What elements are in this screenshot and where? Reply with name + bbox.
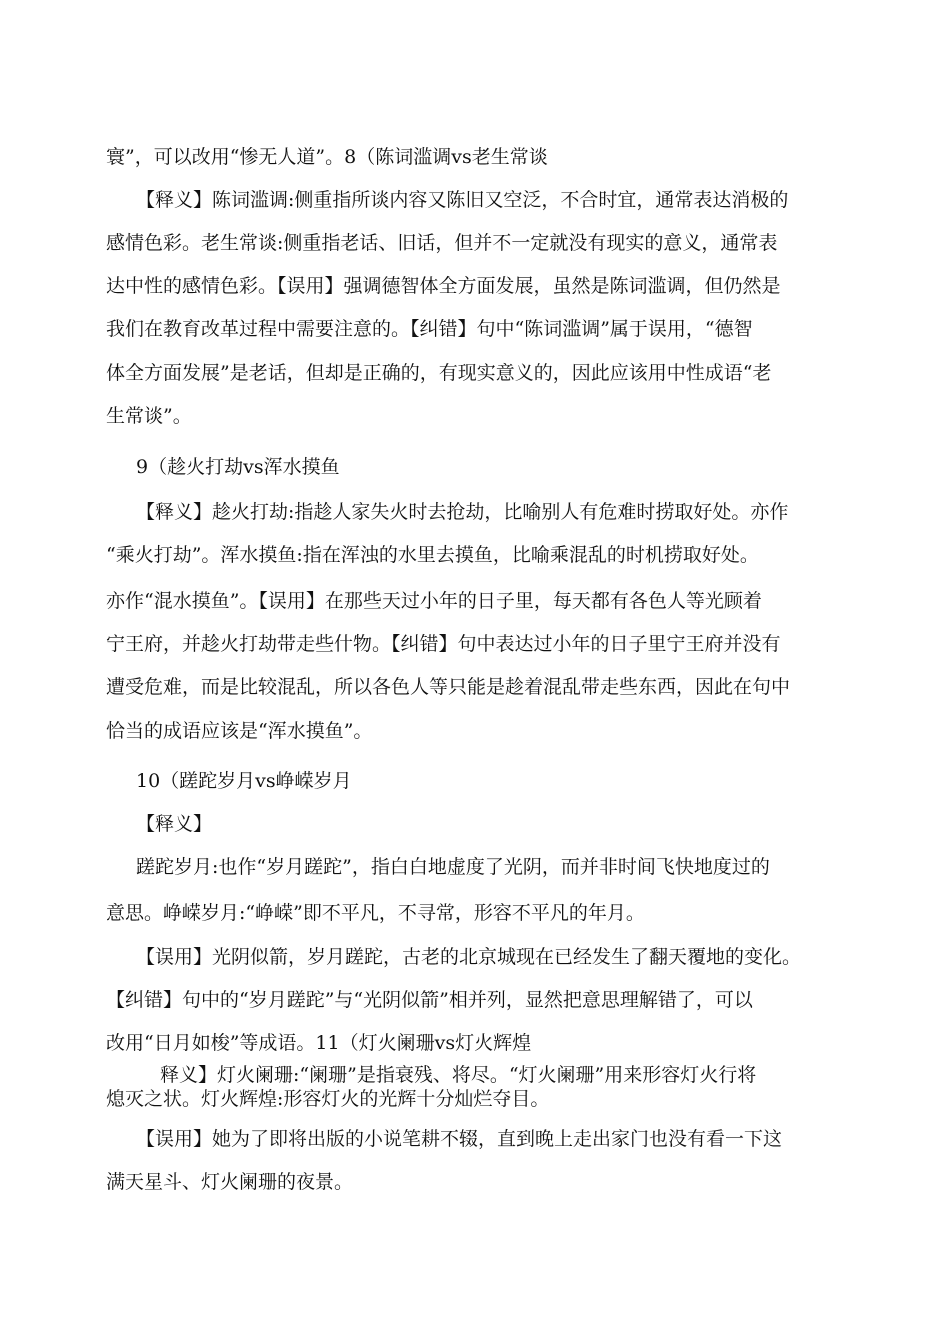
text-line: 亦作“混水摸鱼”。【误用】在那些天过小年的日子里，每天都有各色人等光顾着 — [106, 590, 762, 612]
text-line: 熄灭之状。灯火辉煌:形容灯火的光辉十分灿烂夺目。 — [106, 1088, 550, 1110]
text-line: 释义】灯火阑珊:“阑珊”是指衰残、将尽。“灯火阑珊”用来形容灯火行将 — [160, 1064, 757, 1086]
text-line: 满天星斗、灯火阑珊的夜景。 — [106, 1171, 354, 1193]
text-line: 感情色彩。老生常谈:侧重指老话、旧话，但并不一定就没有现实的意义，通常表 — [106, 232, 778, 254]
text-line: 恰当的成语应该是“浑水摸鱼”。 — [106, 720, 373, 742]
text-line: 10（蹉跎岁月vs峥嵘岁月 — [136, 770, 352, 792]
text-line: 【误用】光阴似箭，岁月蹉跎，古老的北京城现在已经发生了翻天覆地的变化。 — [136, 946, 802, 968]
text-line: 【释义】趁火打劫:指趁人家失火时去抢劫，比喻别人有危难时捞取好处。亦作 — [136, 501, 789, 523]
text-line: 【纠错】句中的“岁月蹉跎”与“光阴似箭”相并列，显然把意思理解错了，可以 — [106, 989, 753, 1011]
text-line: 【误用】她为了即将出版的小说笔耕不辍，直到晚上走出家门也没有看一下这 — [136, 1128, 783, 1150]
text-line: 达中性的感情色彩。【误用】强调德智体全方面发展，虽然是陈词滥调，但仍然是 — [106, 275, 781, 297]
text-line: 体全方面发展”是老话，但却是正确的，有现实意义的，因此应该用中性成语“老 — [106, 362, 772, 384]
text-line: 生常谈”。 — [106, 405, 192, 427]
text-line: 【释义】 — [136, 813, 213, 835]
text-line: 9（趁火打劫vs浑水摸鱼 — [136, 456, 340, 478]
text-line: 【释义】陈词滥调:侧重指所谈内容又陈旧又空泛，不合时宜，通常表达消极的 — [136, 189, 789, 211]
text-line: 改用“日月如梭”等成语。11（灯火阑珊vs灯火辉煌 — [106, 1032, 532, 1054]
text-line: 意思。峥嵘岁月:“峥嵘”即不平凡，不寻常，形容不平凡的年月。 — [106, 902, 645, 924]
text-line: 寰”，可以改用“惨无人道”。8（陈词滥调vs老生常谈 — [106, 146, 548, 168]
text-line: “乘火打劫”。浑水摸鱼:指在浑浊的水里去摸鱼，比喻乘混乱的时机捞取好处。 — [106, 544, 759, 566]
text-line: 我们在教育改革过程中需要注意的。【纠错】句中“陈词滥调”属于误用，“德智 — [106, 318, 753, 340]
text-line: 宁王府，并趁火打劫带走些什物。【纠错】句中表达过小年的日子里宁王府并没有 — [106, 633, 781, 655]
text-line: 遭受危难，而是比较混乱，所以各色人等只能是趁着混乱带走些东西，因此在句中 — [106, 676, 791, 698]
text-line: 蹉跎岁月:也作“岁月蹉跎”，指白白地虚度了光阴，而并非时间飞快地度过的 — [136, 856, 770, 878]
